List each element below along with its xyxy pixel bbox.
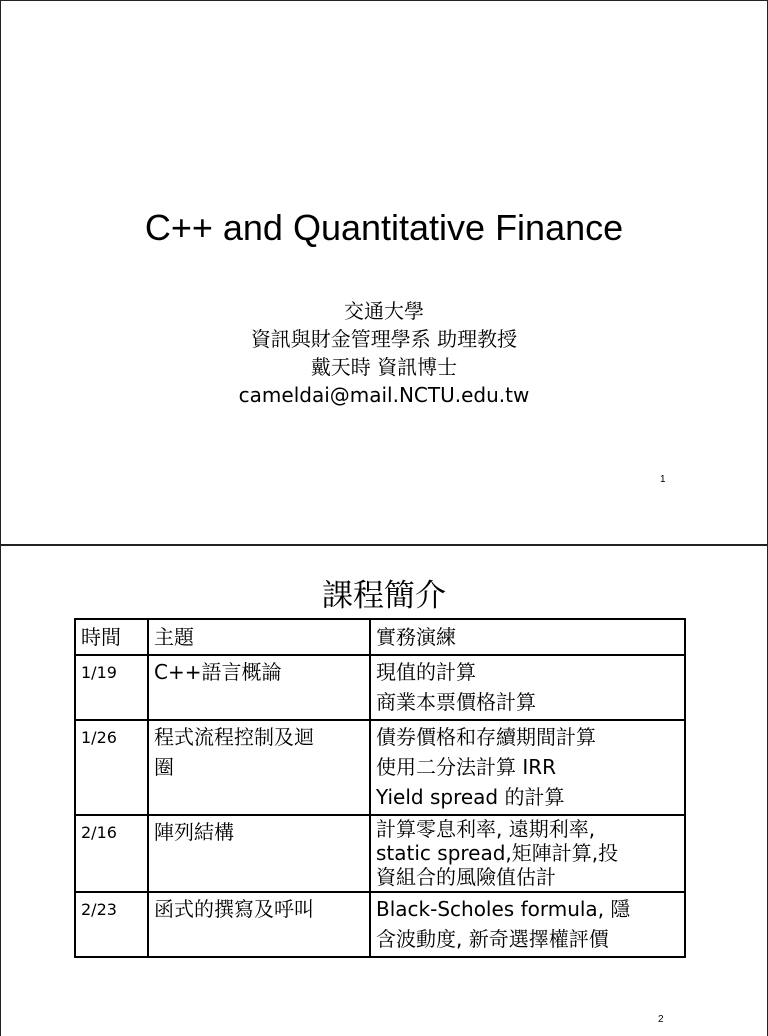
- author-name: 戴天時 資訊博士: [310, 355, 458, 379]
- row-date: 2/23: [75, 892, 148, 957]
- column-header: 實務演練: [370, 619, 685, 655]
- row-practice: [370, 655, 685, 720]
- practice-line: 使用二分法計算 IRR: [376, 755, 557, 779]
- page-number: 2: [658, 1014, 664, 1025]
- page-number: 1: [660, 474, 666, 485]
- row-topic: [148, 815, 370, 892]
- topic-line: C++語言概論: [154, 660, 282, 684]
- practice-line: 含波動度, 新奇選擇權評價: [376, 927, 609, 951]
- slide-title: C++ and Quantitative Finance: [144, 207, 624, 248]
- column-header: 主題: [148, 619, 370, 655]
- row-practice: [370, 720, 685, 815]
- practice-line: Yield spread 的計算: [376, 785, 565, 809]
- slide-2: [0, 545, 768, 1036]
- table-header-row: [75, 619, 685, 655]
- table-row: [75, 655, 685, 720]
- slide-title: 課程簡介: [322, 578, 446, 614]
- row-date: 2/16: [75, 815, 148, 892]
- topic-line: 函式的撰寫及呼叫: [154, 897, 314, 921]
- row-topic: [148, 720, 370, 815]
- practice-line: Black-Scholes formula, 隱: [376, 897, 631, 921]
- topic-line: 程式流程控制及迴: [154, 725, 314, 749]
- author-email: cameldai@mail.NCTU.edu.tw: [238, 383, 530, 407]
- practice-line: 商業本票價格計算: [376, 690, 536, 714]
- topic-line: 陣列結構: [154, 820, 234, 844]
- practice-line: 資組合的風險值估計: [376, 865, 556, 889]
- column-header: 時間: [75, 619, 148, 655]
- row-practice: [370, 892, 685, 957]
- university-name: 交通大學: [344, 299, 424, 323]
- practice-line: 現值的計算: [376, 660, 476, 684]
- department-title: 資訊與財金管理學系 助理教授: [250, 327, 518, 351]
- row-practice: [370, 815, 685, 892]
- table-row: [75, 720, 685, 815]
- table-row: [75, 892, 685, 957]
- table-row: [75, 815, 685, 892]
- row-date: 1/19: [75, 655, 148, 720]
- practice-line: 債券價格和存續期間計算: [376, 725, 596, 749]
- practice-line: 計算零息利率, 遠期利率,: [376, 817, 596, 841]
- topic-line: 圈: [154, 755, 174, 779]
- author-info: [1, 297, 767, 409]
- practice-line: static spread,矩陣計算,投: [376, 841, 619, 865]
- course-schedule-table: [74, 618, 686, 958]
- row-topic: [148, 892, 370, 957]
- row-topic: [148, 655, 370, 720]
- row-date: 1/26: [75, 720, 148, 815]
